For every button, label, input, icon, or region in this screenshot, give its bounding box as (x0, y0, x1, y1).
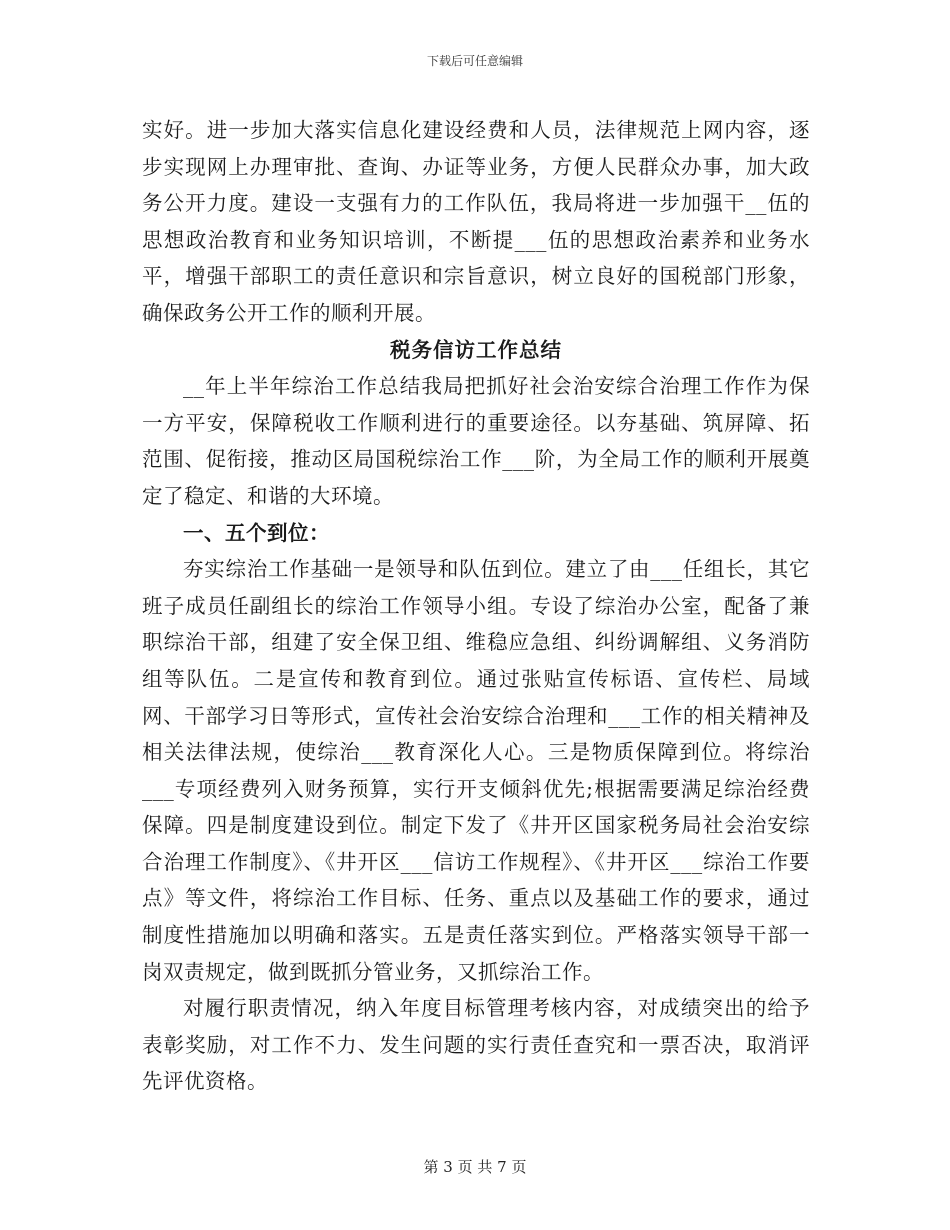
intro-paragraph: __年上半年综治工作总结我局把抓好社会治安综合治理工作作为保一方平安，保障税收工作顺利进行的重要途径。以夯基础、筑屏障、拓范围、促衔接，推动区局国税综治工作___阶，为全局工作的顺利开展奠定了稳定、和谐的大环境。 (142, 374, 810, 508)
page-header-note: 下载后可任意编辑 (426, 54, 523, 68)
section-title: 税务信访工作总结 (390, 337, 562, 362)
document-body (142, 112, 810, 1100)
subsection-paragraph: 夯实综治工作基础一是领导和队伍到位。建立了由___任组长，其它班子成员任副组长的综治工作领导小组。专设了综治办公室，配备了兼职综治干部，组建了安全保卫组、维稳应急组、纠纷调解组、义务消防组等队伍。二是宣传和教育到位。通过张贴宣传标语、宣传栏、局域网、干部学习日等形式，宣传社会治安综合治理和___工作的相关精神及相关法律法规，使综治___教育深化人心。三是物质保障到位。将综治___专项经费列入财务预算，实行开支倾斜优先;根据需要满足综治经费保障。四是制度建设到位。制定下发了《井开区国家税务局社会治安综合治理工作制度》、《井开区___信访工作规程》、《井开区___综治工作要点》等文件，将综治工作目标、任务、重点以及基础工作的要求，通过制度性措施加以明确和落实。五是责任落实到位。严格落实领导干部一岗双责规定，做到既抓分管业务，又抓综治工作。 (142, 557, 810, 984)
continued-paragraph: 实好。进一步加大落实信息化建设经费和人员，法律规范上网内容，逐步实现网上办理审批、查询、办证等业务，方便人民群众办事，加大政务公开力度。建设一支强有力的工作队伍，我局将进一步加强干__伍的思想政治教育和业务知识培训，不断提___伍的思想政治素养和业务水平，增强干部职工的责任意识和宗旨意识，树立良好的国税部门形象，确保政务公开工作的顺利开展。 (142, 118, 810, 325)
closing-paragraph: 对履行职责情况，纳入年度目标管理考核内容，对成绩突出的给予表彰奖励，对工作不力、发生问题的实行责任查究和一票否决，取消评先评优资格。 (142, 996, 810, 1094)
subsection-heading: 一、五个到位： (183, 520, 330, 545)
page-number: 第 3 页 共 7 页 (423, 1158, 527, 1176)
